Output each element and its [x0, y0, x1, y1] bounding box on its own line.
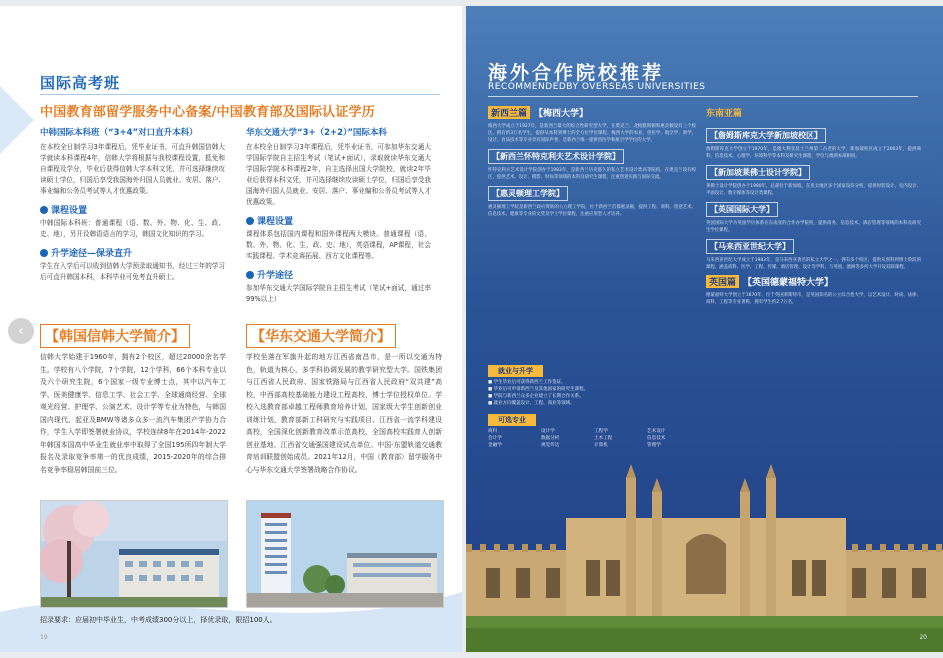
ecjtu-pathway-text: 参加华东交通大学国际学院自主招生考试（笔试+面试，通过率99%以上） — [246, 284, 431, 303]
bullet-icon — [246, 217, 254, 225]
massey-text: 梅西大学成立于1927年，是新西兰最大的综合性研究型大学，在奥克兰、北帕默斯顿和惠灵顿设有三个校区，拥有约3万名学生，提供从本科到博士的全方位学位课程。梅西大学的农业、兽医学、航空学、商学、设计、食品技术等专业享有国际声誉，是新西兰唯一提供兽医学和航空学学位的大学。 — [488, 124, 696, 143]
jcu-title: 【詹姆斯库克大学新加坡校区】 — [706, 128, 826, 143]
major-item: 金融学 — [488, 443, 502, 448]
segi-text: 马来西亚世纪大学成立于1983年，是马来西亚著名的私立大学之一，拥有多个校区，提供从预科到博士阶段的课程，涵盖商科、医学、工程、传媒、酒店管理、设计等学科，与英国、澳洲等多所大学开设双联课程。 — [706, 258, 921, 270]
list-item: ■ 学院与新西兰众多企业建立了长期合作关系。 — [488, 394, 584, 399]
major-item: 信息技术 — [647, 436, 666, 441]
chevron-left-icon[interactable]: ‹ — [8, 318, 34, 344]
overseas-title: 海外合作院校推荐 — [488, 62, 665, 84]
ecjtu-intro-title: 【华东交通大学简介】 — [246, 324, 396, 348]
list-item: ■ 学生毕业后可获得新西兰工作签证。 — [488, 380, 566, 385]
ecjtu-intro-text: 学校坐落在军旗升起的地方江西省南昌市，是一所以交通为特色，轨道为核心，多学科协调发展的教学研究型大学。国铁集团与江西省人民政府、国家铁路局与江西省人民政府“双共建”高校，中西部高校基础能力建设工程高校，博士学位授权单位。学校入选教育部卓越工程师教育培养计划、国家级大学生创新创业训练计划，教育部新工科研究与实践项目、江西省一流学科建设高校，全国深化创新教育改革示范高校、全国高校实践育人创新创业基地、江西省交通强国建设试点单位。中国-东盟轨道交通教育培训联盟创始成员。2021年12月，中国（教育部）留学服务中心与华东交通大学签署战略合作协议。 — [246, 353, 442, 474]
major-item: 土木工程 — [594, 436, 613, 441]
korea-curriculum-heading: 课程设置 — [40, 203, 225, 216]
korea-program-column — [40, 126, 225, 283]
major-item: 会计学 — [488, 436, 502, 441]
overseas-subtitle: RECOMMENDEDBY OVERSEAS UNIVERSITIES — [488, 82, 706, 92]
sea-column — [706, 106, 921, 306]
shinhan-campus-photo — [40, 500, 228, 608]
ecjtu-program-text: 在本校全日制学习3年课程后，凭毕业证书，可参加华东交通大学国际学院自主招生考试（笔试+面试），录取就读华东交通大学国际学院本科课程2年，自主选择出国大学院校，就读2年毕业后获得本科文凭，并可选择继续攻读硕士学位，归国后享受我国海外归国人员就业、安居、落户、事业编和公务员考试等人才优惠政策。 — [246, 143, 431, 206]
certification-title: 中国教育部留学服务中心备案/中国教育部及国际认证学历 — [40, 105, 375, 120]
ecjtu-program-heading: 华东交通大学“3+（2+2）”国际本科 — [246, 128, 387, 138]
dmu-title: 【英国德蒙福特大学】 — [743, 278, 834, 288]
list-item: ■ 毕业后可申请新西兰及其他国家的研究生课程。 — [488, 387, 589, 392]
bullet-icon — [40, 249, 48, 257]
korea-program-text: 在本校全日制学习3年课程后，凭毕业证书，可直升韩国信韩大学就读本科课程4年，信韩大学将根据与我校课程设置，抵免和自课程及学分，毕业后获得信韩大学本科文凭，并可选择继续攻读硕士学位，归国后享受我国海外归国人员就业、安居、落户、事业编和公务员考试等人才优惠政策。 — [40, 143, 225, 195]
list-item: ■ 就业方向覆盖设计、工程、商业等领域。 — [488, 401, 575, 406]
ecjtu-program-column — [246, 126, 431, 305]
section-divider — [40, 94, 440, 95]
majors-grid — [466, 428, 696, 448]
ecjtu-curriculum-text: 课程体系包括国内课程和国外课程两大模块。普通课程（语、数、外、物、化、生、政、史、地），英语课程，AP课程，社会实践课程、学术竞赛拓展、西方文化课程等。 — [246, 230, 431, 260]
korea-pathway-heading: 升学途径—保录直升 — [40, 246, 225, 259]
majors-title: 可选专业 — [488, 414, 536, 426]
nz-region-tag: 新西兰篇 — [488, 106, 530, 119]
castle-photo — [466, 464, 943, 652]
whitecliffe-title: 【新西兰怀特克利夫艺术设计学院】 — [488, 149, 624, 164]
major-item: 工程学 — [594, 429, 608, 434]
whitecliffe-text: 怀特克利夫艺术设计学院创办于1983年，是新西兰历史悠久的私立艺术设计类高等院校，在奥克兰设有校区，提供艺术、设计、摄影、时尚等领域的本科及研究生课程，注重创意实践与国际交流。 — [488, 168, 696, 180]
korea-program-heading: 中韩国际本科班（“3+4”对口直升本科） — [40, 128, 198, 138]
jcu-text: 詹姆斯库克大学创立于1970年，是澳大利亚昆士兰州第二古老的大学，新加坡校区成立于2003年，提供商科、信息技术、心理学、环境科学等本科及研究生课程，学位与澳洲本部相同。 — [706, 147, 921, 159]
major-item: 计算机 — [594, 443, 608, 448]
ecjtu-campus-photo — [246, 500, 444, 608]
employment-section — [466, 358, 696, 448]
raffles-title: 【新加坡莱佛士设计学院】 — [706, 165, 810, 180]
admission-requirement: 招录要求：应届初中毕业生，中考成绩300分以上，择优录取，限招100人。 — [40, 616, 277, 624]
nz-column — [488, 106, 696, 218]
korea-curriculum-text: 中韩国际本科班：普通课程（语、数、外、物、化、生、政、史、地），另开设韩语语言的学习，韩国文化知识的学习。 — [40, 219, 225, 238]
raffles-text: 莱佛士设计学院创办于1990年，总部位于新加坡，在亚太地区多个国家设有分校，提供时装设计、室内设计、平面设计、数字媒体等设计类课程。 — [706, 184, 921, 196]
left-page — [0, 6, 462, 652]
ecjtu-pathway-heading: 升学途径 — [246, 268, 431, 281]
major-item: 视觉传达 — [541, 443, 560, 448]
bullet-icon — [40, 206, 48, 214]
uk-region-tag: 英国篇 — [706, 275, 739, 288]
overseas-divider — [488, 96, 918, 97]
uk-international-text: 英国国际大学为英国学历体系在东南亚的合作办学院校，提供商务、信息技术、酒店管理等领域的本科及研究生学位课程。 — [706, 221, 921, 233]
dmu-text: 德蒙福特大学创立于1870年，位于英国莱斯特市，是英国知名的公立综合性大学，以艺术设计、时尚、法律、商科、工程等专业著称，拥有学生约2.7万名。 — [706, 293, 921, 305]
major-item: 数据分析 — [541, 436, 560, 441]
segi-title: 【马来西亚世纪大学】 — [706, 239, 794, 254]
right-page — [466, 6, 943, 652]
decorative-triangle — [0, 86, 34, 154]
page-number-left: 19 — [40, 634, 48, 641]
major-item: 设计学 — [541, 429, 555, 434]
major-item: 艺术设计 — [647, 429, 666, 434]
ecjtu-curriculum-heading: 课程设置 — [246, 214, 431, 227]
employment-title: 就业与升学 — [488, 365, 543, 377]
massey-title: 【梅西大学】 — [534, 109, 589, 119]
page-number-right: 20 — [919, 634, 927, 641]
shinhan-intro-title: 【韩国信韩大学简介】 — [40, 324, 190, 348]
weltec-text: 惠灵顿理工学院是新西兰政府资助的公立理工学院，位于新西兰首都惠灵顿，提供工程、商科、创意艺术、信息技术、健康等专业的文凭及学士学位课程，注重应用型人才培养。 — [488, 205, 696, 217]
uk-international-title: 【英国国际大学】 — [706, 202, 778, 217]
bullet-icon — [246, 271, 254, 279]
section-title: 国际高考班 — [40, 74, 121, 92]
major-item: 商科 — [488, 429, 498, 434]
sea-region-title: 东南亚篇 — [706, 109, 743, 119]
shinhan-intro-text: 信韩大学始建于1960年，拥有2个校区，超过20000余名学生。学校有八个学院，7个学院，12个学科，66个本科专业以及六个研究生院，6个国家一级专业博士点，其中以汽车工学、医美健康学、信息工学、社会工学、全球通商经营、全球观光经营、护理学、公演艺术、设计学等专业为特色，与韩国国内现代、起亚及BMW等诸多众多一流汽车集团产学协力合作，学生入学即签署就业协议，学校连续8年在2014年-2022年韩国本国高中毕业生就业率中取得了全国195所四年制大学报名及录取竞争率第一的优良成绩，2015-2020年的综合排名竞争率稳居韩国前三位。 — [40, 353, 226, 474]
korea-pathway-text: 学生在入学后可以收到信韩大学预录取通知书，经过三年的学习后可直升韩国本科，本科毕业可免考直升硕士。 — [40, 262, 225, 281]
weltec-title: 【惠灵顿理工学院】 — [488, 186, 568, 201]
major-item: 管理学 — [647, 443, 661, 448]
